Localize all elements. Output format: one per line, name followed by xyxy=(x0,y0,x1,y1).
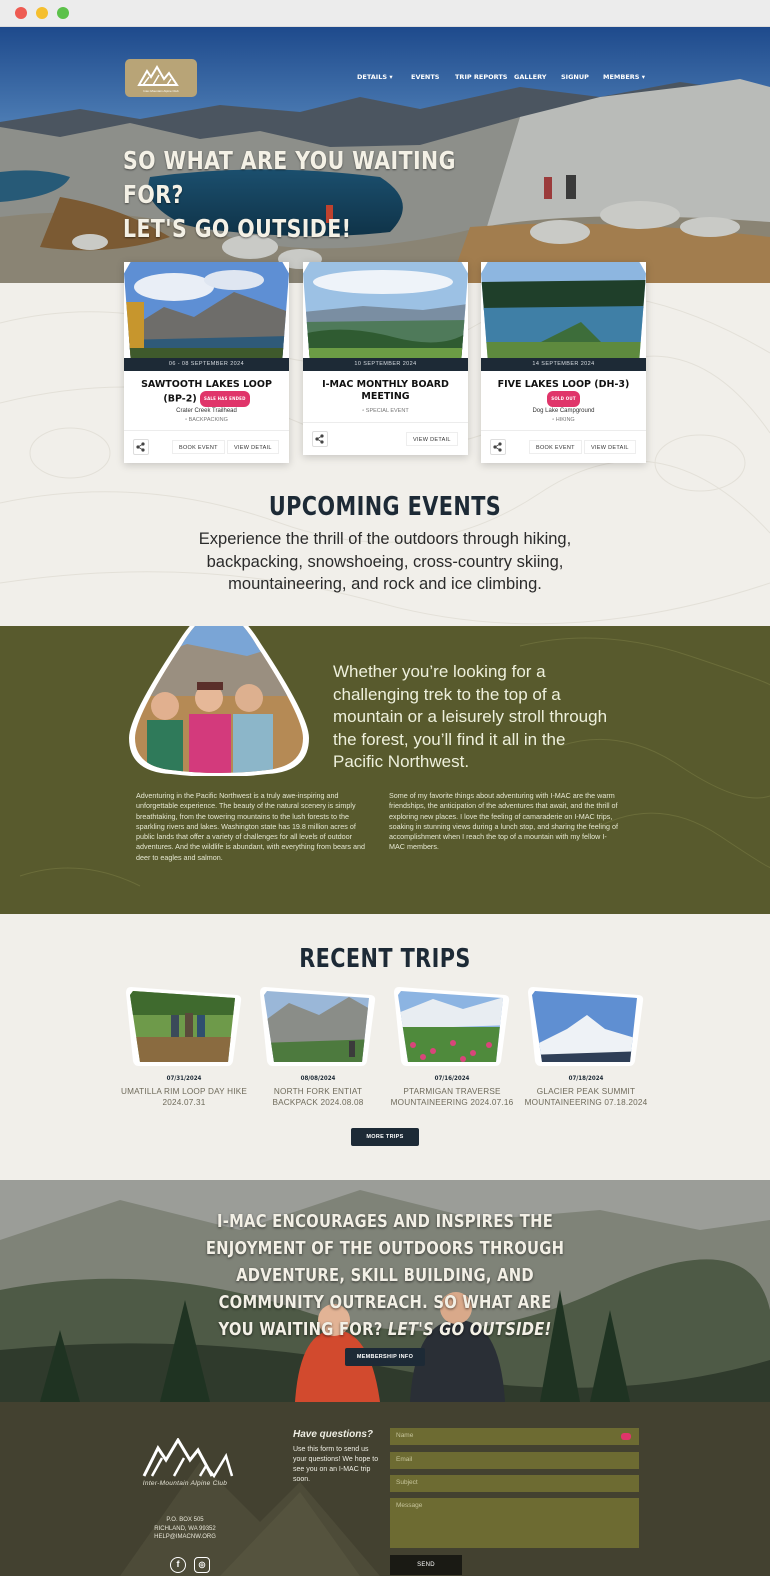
status-badge: SALE HAS ENDED xyxy=(200,391,250,407)
email-link[interactable]: HELP@IMACNW.ORG xyxy=(154,1534,216,1540)
event-card-footer xyxy=(124,430,289,463)
club-name: Inter-Mountain Alpine Club xyxy=(142,1480,228,1487)
event-card-footer xyxy=(481,430,646,463)
upcoming-events-subtitle: Experience the thrill of the outdoors through hiking, backpacking, snowshoeing, cross-country skiing, mountaineering, and rock and ice climbing. xyxy=(198,530,572,593)
view-detail-button[interactable]: VIEW DETAIL xyxy=(227,440,279,454)
footer-mountain-pattern xyxy=(0,1402,770,1576)
membership-info-button[interactable]: MEMBERSHIP INFO xyxy=(345,1348,425,1366)
trip-date: 08/08/2024 xyxy=(300,1074,336,1082)
event-title[interactable] xyxy=(130,379,283,407)
folder-icon: ▫ xyxy=(185,417,188,423)
address-line: P.O. BOX 505 xyxy=(166,1517,204,1523)
folder-icon: ▫ xyxy=(362,408,365,414)
browser-chrome xyxy=(0,0,770,27)
event-category xyxy=(124,417,289,423)
trip-date: 07/31/2024 xyxy=(166,1074,202,1082)
folder-icon: ▫ xyxy=(552,417,555,423)
about-column-1: Adventuring in the Pacific Northwest is a truly awe-inspiring and unforgettable experience. The beauty of the natural scenery is simply breathtaking, from the towering mountains to the lush forests to the sparkling rivers and lakes. Washington state has 19.8 million acres of public lands that offer a variety of challenges for all levels of outdoor adventures. And the wildlife is abundant, with everything from bears and deer to eagles and salmon. xyxy=(136,791,365,862)
members-group-photo xyxy=(127,626,311,776)
nav-details-label: DETAILS xyxy=(357,73,388,81)
hero-headline xyxy=(123,144,467,246)
minimize-window-dot[interactable] xyxy=(36,7,48,19)
share-button[interactable] xyxy=(312,431,328,447)
event-category-label: SPECIAL EVENT xyxy=(365,408,409,414)
trip-name[interactable]: NORTH FORK ENTIAT BACKPACK 2024.08.08 xyxy=(272,1087,364,1107)
hero-section xyxy=(0,27,770,283)
instagram-icon[interactable]: ◎ xyxy=(194,1557,210,1573)
chevron-down-icon: ▾ xyxy=(389,73,393,81)
mission-slogan-emphasis: LET'S GO OUTSIDE! xyxy=(387,1319,552,1340)
logo-subtext: Inter-Mountain Alpine Club xyxy=(143,89,179,93)
mission-banner xyxy=(0,1180,770,1402)
hero-line-2: LET'S GO OUTSIDE! xyxy=(123,214,352,243)
nav-events[interactable]: EVENTS xyxy=(411,73,440,81)
share-button[interactable] xyxy=(490,439,506,455)
event-title[interactable] xyxy=(487,379,640,407)
address-line: RICHLAND, WA 99352 xyxy=(154,1525,216,1532)
trip-date: 07/16/2024 xyxy=(434,1074,470,1082)
event-location: Dog Lake Campground xyxy=(532,408,595,414)
nav-gallery[interactable]: GALLERY xyxy=(514,73,547,81)
mission-slogan-text: I-MAC ENCOURAGES AND INSPIRES THE ENJOYMENT OF THE OUTDOORS THROUGH ADVENTURE, SKILL BUILDING, AND COMMUNITY OUTREACH. SO WHAT ARE YOU WAITING FOR? xyxy=(205,1211,565,1340)
nav-members[interactable] xyxy=(603,73,645,81)
chevron-down-icon: ▾ xyxy=(641,73,645,81)
event-date: 10 SEPTEMBER 2024 xyxy=(303,358,468,371)
nav-trip-reports[interactable]: TRIP REPORTS xyxy=(455,73,508,81)
event-card[interactable] xyxy=(303,262,468,455)
share-icon xyxy=(491,440,505,454)
event-category-label: HIKING xyxy=(555,417,575,423)
event-date: 14 SEPTEMBER 2024 xyxy=(481,358,646,371)
view-detail-button[interactable]: VIEW DETAIL xyxy=(406,432,458,446)
event-date: 06 - 08 SEPTEMBER 2024 xyxy=(124,358,289,371)
event-title-text: FIVE LAKES LOOP (DH-3) xyxy=(497,379,630,390)
club-logo-icon xyxy=(140,1438,236,1478)
nav-signup[interactable]: SIGNUP xyxy=(561,73,589,81)
view-detail-button[interactable]: VIEW DETAIL xyxy=(584,440,636,454)
event-category xyxy=(481,417,646,423)
event-photo xyxy=(481,262,646,358)
trip-photo xyxy=(125,985,243,1068)
about-section xyxy=(0,626,770,914)
event-card-footer xyxy=(303,422,468,455)
event-title-text: SAWTOOTH LAKES LOOP (BP-2) xyxy=(141,379,272,405)
close-window-dot[interactable] xyxy=(15,7,27,19)
send-button[interactable]: SEND xyxy=(390,1555,462,1575)
trip-photo xyxy=(527,985,645,1068)
message-field[interactable]: Message xyxy=(390,1498,639,1548)
club-logo[interactable] xyxy=(125,59,197,97)
status-badge: SOLD OUT xyxy=(547,391,580,407)
nav-details[interactable] xyxy=(357,73,393,81)
share-button[interactable] xyxy=(133,439,149,455)
trip-name[interactable]: PTARMIGAN TRAVERSE MOUNTAINEERING 2024.07.16 xyxy=(390,1087,514,1107)
trip-name[interactable]: GLACIER PEAK SUMMIT MOUNTAINEERING 07.18.2024 xyxy=(524,1087,648,1107)
book-event-button[interactable]: BOOK EVENT xyxy=(172,440,225,454)
maximize-window-dot[interactable] xyxy=(57,7,69,19)
email-field[interactable]: Email xyxy=(390,1452,639,1469)
trip-photo xyxy=(393,985,511,1068)
trip-name[interactable]: UMATILLA RIM LOOP DAY HIKE 2024.07.31 xyxy=(120,1087,248,1107)
trip-photo xyxy=(259,985,377,1068)
event-category-label: BACKPACKING xyxy=(188,417,228,423)
questions-heading: Have questions? xyxy=(293,1429,374,1440)
mountains-logo-icon xyxy=(137,65,185,87)
event-location: Crater Creek Trailhead xyxy=(176,408,237,414)
event-card[interactable] xyxy=(481,262,646,463)
more-trips-button[interactable]: MORE TRIPS xyxy=(351,1128,419,1146)
facebook-icon[interactable]: f xyxy=(170,1557,186,1573)
upcoming-events-title: UPCOMING EVENTS xyxy=(268,492,502,522)
mission-slogan xyxy=(201,1208,570,1343)
required-icon xyxy=(621,1433,631,1440)
share-icon xyxy=(134,440,148,454)
event-photo xyxy=(303,262,468,358)
footer xyxy=(0,1402,770,1576)
nav-members-label: MEMBERS xyxy=(603,73,640,81)
subject-field[interactable]: Subject xyxy=(390,1475,639,1492)
book-event-button[interactable]: BOOK EVENT xyxy=(529,440,582,454)
about-column-2: Some of my favorite things about adventuring with I-MAC are the warm friendships, the anticipation of the adventures that await, and the thrill of exploring new places. I love the feeling of camaraderie on I-MAC trips, soaking in stunning views during a lunch stop, and sharing the feeling of accomplishment when I reach the top of a mountain with my fellow I-MAC members. xyxy=(389,791,618,852)
event-card[interactable] xyxy=(124,262,289,463)
trip-date: 07/18/2024 xyxy=(568,1074,604,1082)
club-address xyxy=(130,1516,240,1542)
questions-text: Use this form to send us your questions! We hope to see you on an I-MAC trip soon. xyxy=(293,1446,379,1483)
event-photo xyxy=(124,262,289,358)
name-field[interactable] xyxy=(390,1428,639,1445)
event-title[interactable]: I-MAC MONTHLY BOARD MEETING xyxy=(322,379,449,402)
hero-line-1: SO WHAT ARE YOU WAITING FOR? xyxy=(123,146,456,209)
about-quote: Whether you’re looking for a challenging trek to the top of a mountain or a leisurely stroll through the forest, you’ll find it all in the Pacific Northwest. xyxy=(333,662,608,771)
share-icon xyxy=(313,432,327,446)
recent-trips-title: RECENT TRIPS xyxy=(299,944,471,974)
event-category xyxy=(303,408,468,414)
name-placeholder: Name xyxy=(396,1432,414,1439)
